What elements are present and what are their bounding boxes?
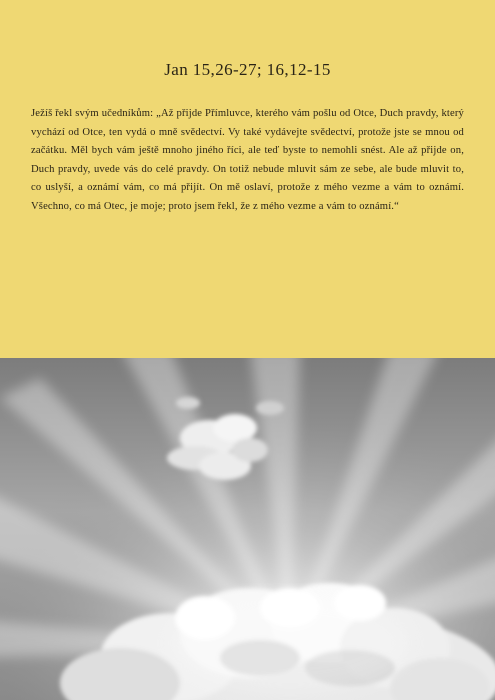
scripture-reference: Jan 15,26-27; 16,12-15	[164, 60, 331, 79]
sky-clouds-photo	[0, 358, 495, 700]
scripture-passage: Ježíš řekl svým učedníkům: „Až přijde Přímluvce, kterého vám pošlu od Otce, Duch pravdy, který vychází od Otce, ten vydá o mně svědectví. Vy také vydávejte svědectví, protože jste se mnou od začátku. Měl bych vám ještě mnoho jiného říci, ale teď byste to nemohli snést. Ale až přijde on, Duch pravdy, uvede vás do celé pravdy. On totiž nebude mluvit sám ze sebe, ale bude mluvit to, co uslyší, a oznámí vám, co má přijít. On mě oslaví, protože z mého vezme a vám to oznámí. Všechno, co má Otec, je moje; proto jsem řekl, že z mého vezme a vám to oznámí.“	[31, 108, 464, 212]
